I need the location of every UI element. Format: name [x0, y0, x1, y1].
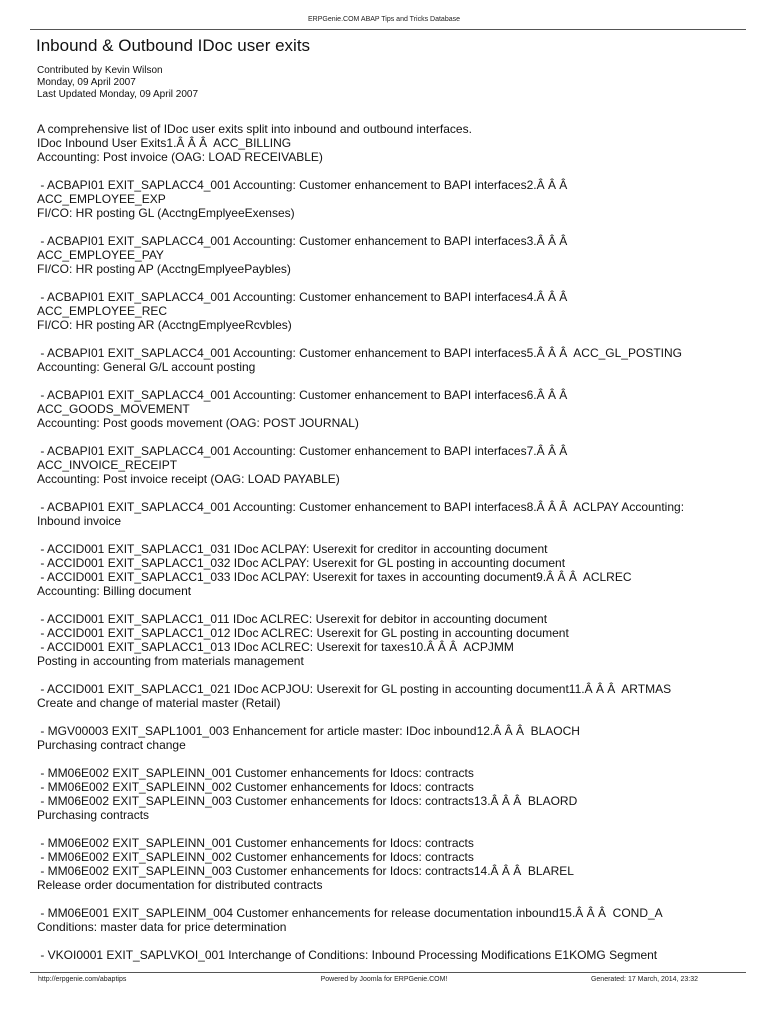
article-line: FI/CO: HR posting AR (AcctngEmplyeeRcvbles)	[37, 318, 292, 332]
article-line: ACC_GOODS_MOVEMENT	[37, 402, 190, 416]
article-line: ACC_EMPLOYEE_PAY	[37, 248, 164, 262]
article-line: Create and change of material master (Retail)	[37, 696, 281, 710]
footer-url[interactable]: http://erpgenie.com/abaptips	[38, 976, 127, 983]
article-line: - ACCID001 EXIT_SAPLACC1_032 IDoc ACLPAY: Userexit for GL posting in accounting document	[37, 556, 566, 570]
article-line: - MM06E002 EXIT_SAPLEINN_002 Customer enhancements for Idocs: contracts	[37, 780, 474, 794]
article-line	[37, 430, 742, 444]
article-line	[37, 528, 742, 542]
article-line: FI/CO: HR posting AP (AcctngEmplyeePaybles)	[37, 262, 291, 276]
article-line: Accounting: Post invoice (OAG: LOAD RECEIVABLE)	[37, 150, 323, 164]
article-body	[37, 122, 742, 962]
article-line	[37, 486, 742, 500]
article-line: - MM06E002 EXIT_SAPLEINN_002 Customer enhancements for Idocs: contracts	[37, 850, 474, 864]
footer-divider	[30, 972, 746, 973]
article-line: - ACCID001 EXIT_SAPLACC1_033 IDoc ACLPAY: Userexit for taxes in accounting document9.Â Â Â ACLREC	[37, 570, 632, 584]
article-line: Accounting: Post goods movement (OAG: POST JOURNAL)	[37, 416, 359, 430]
article-line: - ACBAPI01 EXIT_SAPLACC4_001 Accounting: Customer enhancement to BAPI interfaces5.Â Â Â ACC_GL_POSTING	[37, 346, 682, 360]
article-line: - ACCID001 EXIT_SAPLACC1_011 IDoc ACLREC: Userexit for debitor in accounting document	[37, 612, 548, 626]
footer-generated: Generated: 17 March, 2014, 23:32	[590, 976, 698, 983]
last-updated: Last Updated Monday, 09 April 2007	[37, 89, 199, 100]
article-line: - ACCID001 EXIT_SAPLACC1_031 IDoc ACLPAY: Userexit for creditor in accounting document	[37, 542, 548, 556]
article-line: - MM06E002 EXIT_SAPLEINN_001 Customer enhancements for Idocs: contracts	[37, 836, 474, 850]
article-line: - ACCID001 EXIT_SAPLACC1_021 IDoc ACPJOU: Userexit for GL posting in accounting document11.Â Â Â ARTMAS	[37, 682, 672, 696]
article-line	[37, 668, 742, 682]
article-line	[37, 220, 742, 234]
article-line: A comprehensive list of IDoc user exits split into inbound and outbound interfaces.	[37, 122, 472, 136]
article-line: - ACCID001 EXIT_SAPLACC1_013 IDoc ACLREC: Userexit for taxes10.Â Â Â ACPJMM	[37, 640, 514, 654]
article-line	[37, 374, 742, 388]
footer-powered-by: Powered by Joomla for ERPGenie.COM!	[320, 976, 448, 983]
article-line	[37, 332, 742, 346]
article-line: - MM06E002 EXIT_SAPLEINN_003 Customer enhancements for Idocs: contracts14.Â Â Â BLAREL	[37, 864, 574, 878]
article-line	[37, 752, 742, 766]
article-line	[37, 822, 742, 836]
article-line: - MM06E002 EXIT_SAPLEINN_003 Customer enhancements for Idocs: contracts13.Â Â Â BLAORD	[37, 794, 578, 808]
article-date: Monday, 09 April 2007	[37, 77, 136, 88]
article-meta	[37, 65, 198, 101]
article-line: - ACBAPI01 EXIT_SAPLACC4_001 Accounting: Customer enhancement to BAPI interfaces4.Â Â Â	[37, 290, 568, 304]
article-line	[37, 892, 742, 906]
article-line: Inbound invoice	[37, 514, 122, 528]
article-line: Purchasing contract change	[37, 738, 186, 752]
article-line: Accounting: Post invoice receipt (OAG: LOAD PAYABLE)	[37, 472, 340, 486]
article-line: Posting in accounting from materials management	[37, 654, 304, 668]
article-line: Release order documentation for distributed contracts	[37, 878, 323, 892]
article-line	[37, 598, 742, 612]
article-line: - ACBAPI01 EXIT_SAPLACC4_001 Accounting: Customer enhancement to BAPI interfaces7.Â Â Â	[37, 444, 568, 458]
article-line: - MGV00003 EXIT_SAPL1001_003 Enhancement for article master: IDoc inbound12.Â Â Â BLAOCH	[37, 724, 580, 738]
article-line: - ACBAPI01 EXIT_SAPLACC4_001 Accounting: Customer enhancement to BAPI interfaces3.Â Â Â	[37, 234, 568, 248]
article-line: - MM06E001 EXIT_SAPLEINM_004 Customer enhancements for release documentation inbound15.Â Â Â COND_A	[37, 906, 663, 920]
article-line: - ACBAPI01 EXIT_SAPLACC4_001 Accounting: Customer enhancement to BAPI interfaces2.Â Â Â	[37, 178, 568, 192]
article-title: Inbound & Outbound IDoc user exits	[36, 36, 311, 55]
article-line: ACC_INVOICE_RECEIPT	[37, 458, 178, 472]
article-line: - VKOI0001 EXIT_SAPLVKOI_001 Interchange of Conditions: Inbound Processing Modifications E1KOMG Segment	[37, 948, 658, 962]
article-line: - ACCID001 EXIT_SAPLACC1_012 IDoc ACLREC: Userexit for GL posting in accounting document	[37, 626, 569, 640]
site-header-title: ERPGenie.COM ABAP Tips and Tricks Database	[308, 16, 460, 23]
article-line: - MM06E002 EXIT_SAPLEINN_001 Customer enhancements for Idocs: contracts	[37, 766, 474, 780]
article-line	[37, 710, 742, 724]
article-line: FI/CO: HR posting GL (AcctngEmplyeeExenses)	[37, 206, 295, 220]
contributed-by: Contributed by Kevin Wilson	[37, 65, 163, 76]
article-line	[37, 276, 742, 290]
article-line	[37, 164, 742, 178]
article-line: - ACBAPI01 EXIT_SAPLACC4_001 Accounting: Customer enhancement to BAPI interfaces8.Â Â Â ACLPAY Accounting:	[37, 500, 685, 514]
article-line: ACC_EMPLOYEE_REC	[37, 304, 168, 318]
article-line: Conditions: master data for price determination	[37, 920, 287, 934]
article-line: Purchasing contracts	[37, 808, 150, 822]
article-line	[37, 934, 742, 948]
article-line: ACC_EMPLOYEE_EXP	[37, 192, 166, 206]
header-divider	[30, 29, 746, 30]
article-line: Accounting: Billing document	[37, 584, 192, 598]
article-line: Accounting: General G/L account posting	[37, 360, 256, 374]
article-line: IDoc Inbound User Exits1.Â Â Â ACC_BILLING	[37, 136, 292, 150]
article-line: - ACBAPI01 EXIT_SAPLACC4_001 Accounting: Customer enhancement to BAPI interfaces6.Â Â Â	[37, 388, 568, 402]
